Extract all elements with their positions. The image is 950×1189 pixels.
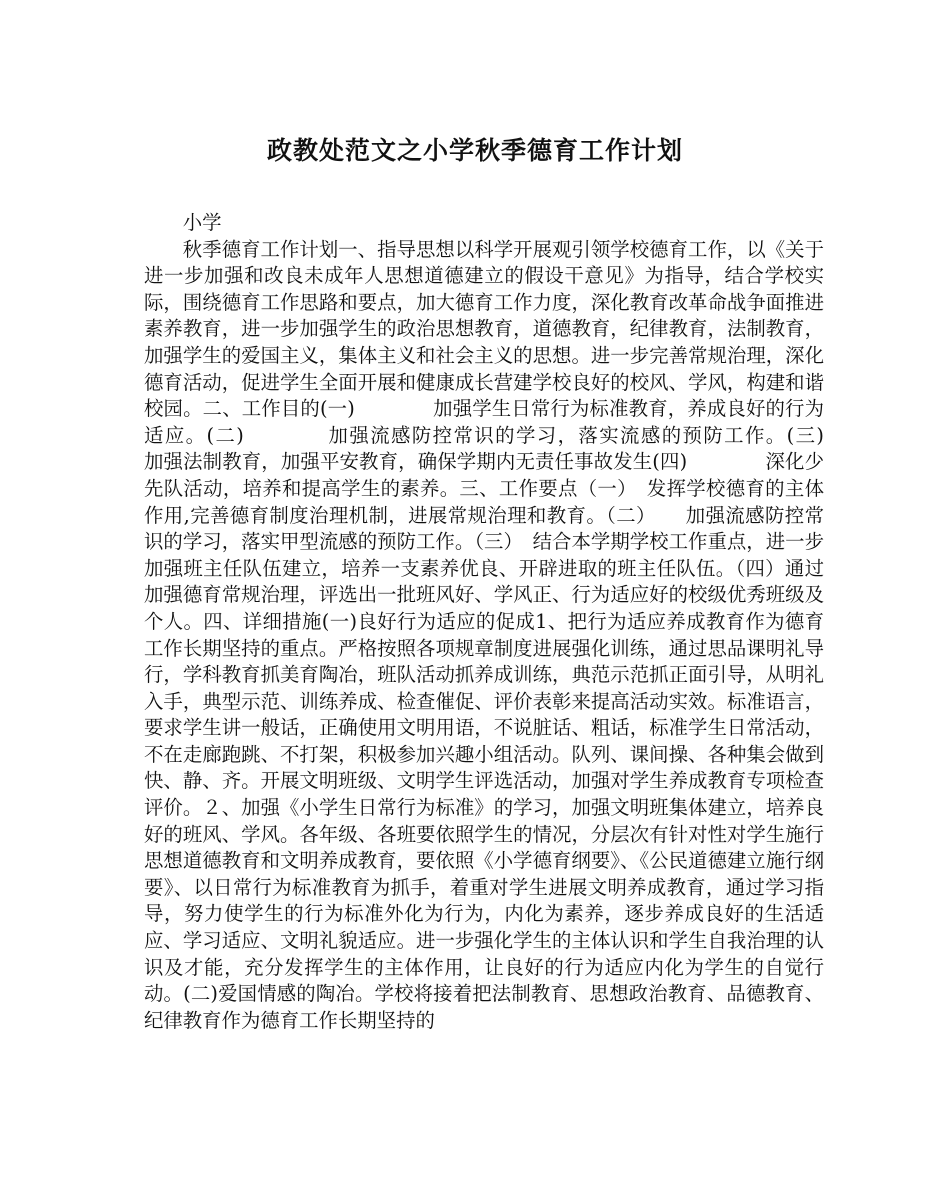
body-paragraph-main: 秋季德育工作计划一、指导思想以科学开展观引领学校德育工作，以《关于进一步加强和改良未成年人思想道德建立的假设干意见》为指导，结合学校实际，围绕德育工作思路和要点，加大德育工作力度，深化教育改革命战争面推进素养教育，进一步加强学生的政治思想教育，道德教育，纪律教育，法制教育，加强学生的爱国主义，集体主义和社会主义的思想。进一步完善常规治理，深化德育活动，促进学生全面开展和健康成长营建学校良好的校风、学风，构建和谐校园。二、工作目的(一) 加强学生日常行为标准教育，养成良好的行为适应。(二) 加强流感防控常识的学习，落实流感的预防工作。(三) 加强法制教育，加强平安教育，确保学期内无责任事故发生(四) 深化少先队活动，培养和提高学生的素养。三、工作要点（一） 发挥学校德育的主体作用,完善德育制度治理机制，进展常规治理和教育。（二） 加强流感防控常识的学习，落实甲型流感的预防工作。（三） 结合本学期学校工作重点，进一步加强班主任队伍建立，培养一支素养优良、开辟进取的班主任队伍。（四）通过加强德育常规治理，评选出一批班风好、学风正、行为适应好的校级优秀班级及个人。四、详细措施(一)良好行为适应的促成1、把行为适应养成教育作为德育工作长期坚持的重点。严格按照各项规章制度进展强化训练，通过思品课明礼导行，学科教育抓美育陶冶，班队活动抓养成训练，典范示范抓正面引导，从明礼入手，典型示范、训练养成、检查催促、评价表彰来提高活动实效。标准语言，要求学生讲一般话，正确使用文明用语，不说脏话、粗话，标准学生日常活动，不在走廊跑跳、不打架，积极参加兴趣小组活动。队列、课间操、各种集会做到快、静、齐。开展文明班级、文明学生评选活动，加强对学生养成教育专项检查评价。２、加强《小学生日常行为标准》的学习，加强文明班集体建立，培养良好的班风、学风。各年级、各班要依照学生的情况，分层次有针对性对学生施行思想道德教育和文明养成教育，要依照《小学德育纲要》、《公民道德建立施行纲要》、以日常行为标准教育为抓手，着重对学生进展文明养成教育，通过学习指导，努力使学生的行为标准外化为行为，内化为素养，逐步养成良好的生活适应、学习适应、文明礼貌适应。进一步强化学生的主体认识和学生自我治理的认识及才能，充分发挥学生的主体作用，让良好的行为适应内化为学生的自觉行动。(二)爱国情感的陶冶。学校将接着把法制教育、思想政治教育、品德教育、纪律教育作为德育工作长期坚持的 — [144, 237, 902, 1032]
document-body — [144, 210, 902, 1034]
body-paragraph-heading: 小学 — [182, 211, 222, 234]
document-title: 政教处范文之小学秋季德育工作计划 — [266, 136, 683, 165]
